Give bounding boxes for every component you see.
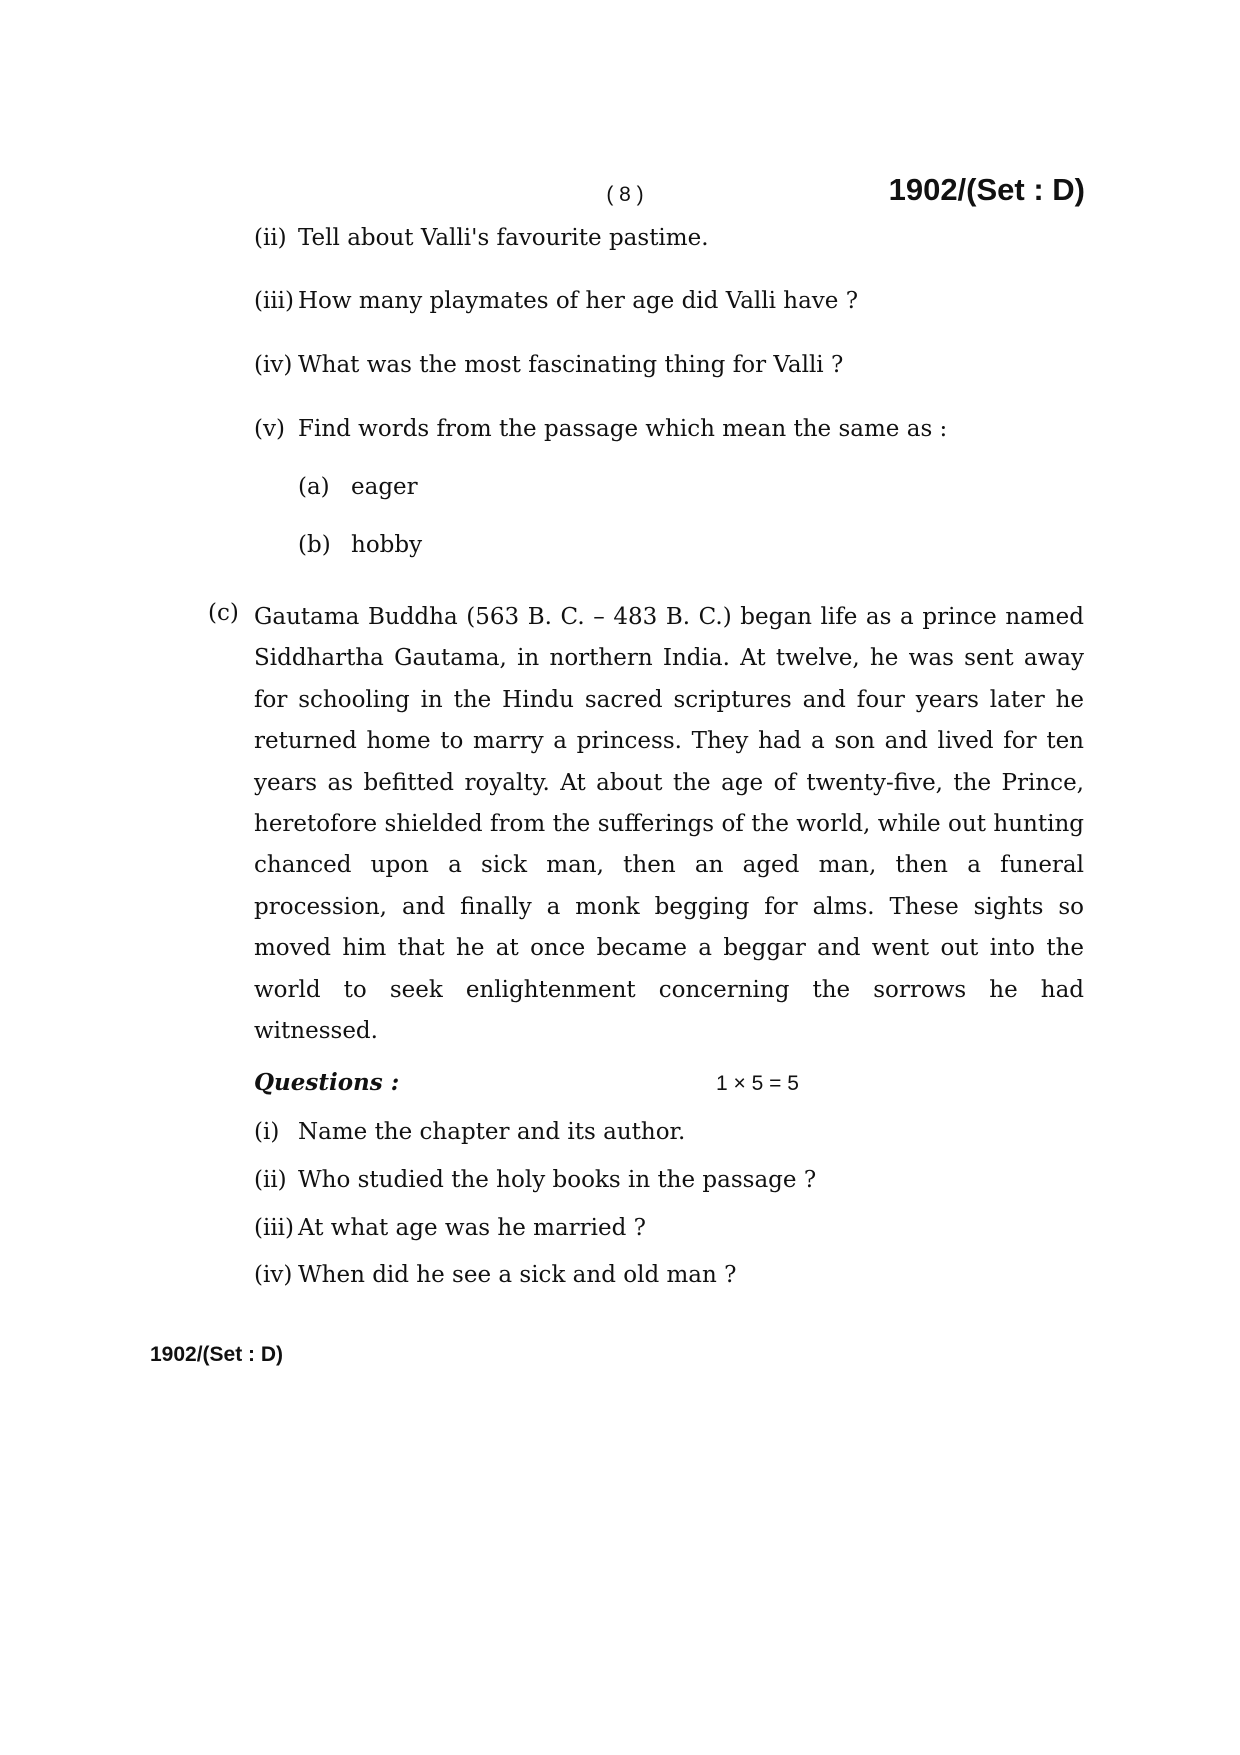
page-number: ( 8 ) xyxy=(606,183,644,206)
question-text: Tell about Valli's favourite pastime. xyxy=(298,225,709,251)
question-text: Find words from the passage which mean the same as : xyxy=(298,416,948,442)
word-item-text: hobby xyxy=(351,532,423,558)
question-number: (iii) xyxy=(254,288,295,314)
question-number: (i) xyxy=(254,1119,280,1145)
question-text: What was the most fascinating thing for Valli ? xyxy=(298,352,844,378)
question-text: How many playmates of her age did Valli have ? xyxy=(298,288,859,314)
questions-heading: Questions : xyxy=(254,1069,400,1096)
question-text: At what age was he married ? xyxy=(298,1215,646,1241)
question-number: (iv) xyxy=(254,1262,293,1288)
word-item-text: eager xyxy=(351,474,418,500)
question-text: When did he see a sick and old man ? xyxy=(298,1262,737,1288)
question-text: Who studied the holy books in the passage ? xyxy=(298,1167,817,1193)
question-number: (iii) xyxy=(254,1215,295,1241)
question-text: Name the chapter and its author. xyxy=(298,1119,686,1145)
question-number: (ii) xyxy=(254,225,287,251)
section-label: (c) xyxy=(208,600,239,626)
marks-allocation: 1 × 5 = 5 xyxy=(716,1072,799,1095)
word-item-number: (a) xyxy=(298,474,330,500)
question-number: (ii) xyxy=(254,1167,287,1193)
question-number: (v) xyxy=(254,416,285,442)
paper-code-footer: 1902/(Set : D) xyxy=(150,1343,284,1366)
question-number: (iv) xyxy=(254,352,293,378)
passage-text: Gautama Buddha (563 B. C. – 483 B. C.) began life as a prince named Siddhartha Gautama, in northern India. At twelve, he was sent away for schooling in the Hindu sacred scriptures and four years later he returned home to marry a princess. They had a son and lived for ten years as befitted royalty. At about the age of twenty-five, the Prince, heretofore shielded from the sufferings of the world, while out hunting chanced upon a sick man, then an aged man, then a funeral procession, and finally a monk begging for alms. These sights so moved him that he at once became a beggar and went out into the world to seek enlightenment concerning the sorrows he had witnessed. xyxy=(254,604,1084,1045)
word-item-number: (b) xyxy=(298,532,331,558)
paper-code-header: 1902/(Set : D) xyxy=(888,172,1085,207)
